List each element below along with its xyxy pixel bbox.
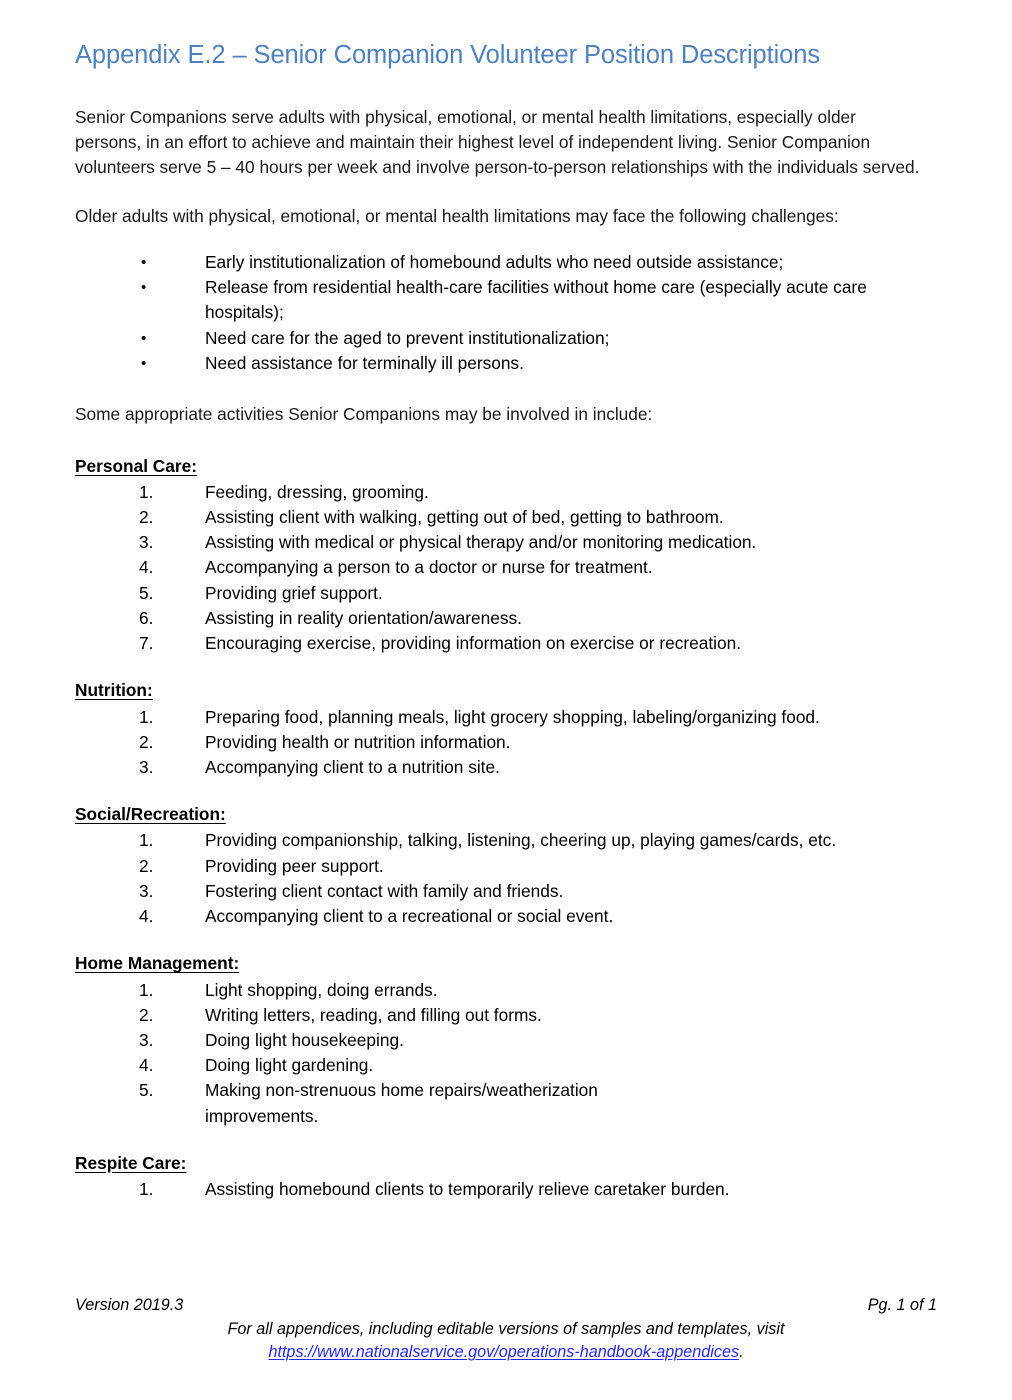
document-version: Version 2019.3 (75, 1296, 184, 1314)
list-item-text: Encouraging exercise, providing information on exercise or recreation. (205, 633, 741, 654)
list-number: 2. (139, 731, 154, 752)
list-item (75, 755, 937, 780)
challenges-lead-paragraph: Older adults with physical, emotional, or mental health limitations may face the following challenges: (75, 206, 839, 227)
list-item-text: Need assistance for terminally ill persons. (205, 352, 524, 373)
activities-lead-paragraph: Some appropriate activities Senior Companions may be involved in include: (75, 404, 653, 425)
list-item-text: Writing letters, reading, and filling out forms. (205, 1004, 542, 1025)
section-heading (75, 1151, 937, 1176)
page-title: Appendix E.2 – Senior Companion Volunteer Position Descriptions (75, 41, 820, 69)
list-number: 7. (139, 633, 154, 654)
list-item-text: Providing companionship, talking, listening, cheering up, playing games/cards, etc. (205, 830, 837, 851)
list-item (75, 275, 937, 326)
section-item-list (75, 705, 937, 781)
footer-note (75, 1318, 937, 1364)
list-item-text: Release from residential health-care facilities without home care (especially acute care hospitals); (205, 277, 867, 323)
list-item-text: Need care for the aged to prevent institutionalization; (205, 327, 610, 348)
list-item (75, 606, 937, 631)
list-item-text: Accompanying client to a recreational or social event. (205, 906, 614, 927)
list-item (75, 1053, 937, 1078)
challenges-bullet-list (75, 250, 937, 376)
bullet-icon: • (141, 253, 147, 271)
section-heading-text: Nutrition: (75, 680, 153, 701)
list-item-text: Providing grief support. (205, 582, 383, 603)
list-item (75, 904, 937, 929)
list-item (75, 854, 937, 879)
list-number: 3. (139, 532, 154, 553)
appendices-link[interactable]: https://www.nationalservice.gov/operations-handbook-appendices (268, 1343, 740, 1361)
bullet-icon: • (141, 354, 147, 372)
list-item-text: Light shopping, doing errands. (205, 979, 438, 1000)
list-number: 6. (139, 607, 154, 628)
section-item-list (75, 828, 937, 929)
section-personal-care (75, 454, 937, 657)
list-item (75, 1028, 937, 1053)
list-item (75, 480, 937, 505)
list-item-text: Preparing food, planning meals, light grocery shopping, labeling/organizing food. (205, 706, 820, 727)
list-number: 2. (139, 507, 154, 528)
list-number: 2. (139, 855, 154, 876)
section-heading-text: Home Management: (75, 953, 240, 974)
section-item-list (75, 480, 937, 656)
list-item-text: Accompanying client to a nutrition site. (205, 756, 500, 777)
list-number: 5. (139, 1080, 154, 1101)
list-item (75, 730, 937, 755)
list-number: 4. (139, 906, 154, 927)
list-item-text: Assisting with medical or physical therapy and/or monitoring medication. (205, 532, 757, 553)
list-item (75, 879, 937, 904)
list-item-text: Assisting in reality orientation/awareness. (205, 607, 522, 628)
list-item-text: Accompanying a person to a doctor or nurse for treatment. (205, 557, 653, 578)
list-item-text: Assisting homebound clients to temporarily relieve caretaker burden. (205, 1179, 730, 1200)
section-heading-text: Social/Recreation: (75, 804, 226, 825)
list-item (75, 1003, 937, 1028)
list-item (75, 1177, 937, 1202)
list-item-text: Providing peer support. (205, 855, 384, 876)
list-item-text: Assisting client with walking, getting out of bed, getting to bathroom. (205, 507, 724, 528)
list-item (75, 978, 937, 1003)
footer-top-row (75, 1294, 937, 1316)
list-item (75, 530, 937, 555)
section-heading-text: Personal Care: (75, 455, 197, 476)
section-item-list (75, 978, 937, 1129)
page-footer (75, 1294, 937, 1364)
list-item (75, 326, 937, 351)
list-number: 4. (139, 1055, 154, 1076)
list-item (75, 505, 937, 530)
list-number: 1. (139, 979, 154, 1000)
list-number: 1. (139, 830, 154, 851)
footer-period: . (739, 1343, 744, 1361)
section-social-recreation (75, 802, 937, 929)
list-number: 5. (139, 582, 154, 603)
list-item (75, 351, 937, 376)
document-content (75, 40, 937, 1202)
section-item-list (75, 1177, 937, 1202)
page-number: Pg. 1 of 1 (867, 1296, 937, 1314)
section-heading (75, 678, 937, 703)
list-number: 1. (139, 706, 154, 727)
list-item-text: Making non-strenuous home repairs/weatherization improvements. (205, 1080, 598, 1126)
list-item-text: Doing light housekeeping. (205, 1030, 404, 1050)
list-item (75, 1078, 695, 1128)
bullet-icon: • (141, 279, 147, 297)
list-number: 3. (139, 756, 154, 777)
section-heading (75, 802, 937, 827)
list-number: 1. (139, 481, 154, 502)
list-item (75, 581, 937, 606)
list-item (75, 631, 937, 656)
section-heading (75, 454, 937, 479)
list-item (75, 250, 937, 275)
list-number: 4. (139, 557, 154, 578)
list-item-text: Providing health or nutrition information. (205, 731, 511, 752)
list-number: 1. (139, 1179, 154, 1200)
section-heading (75, 951, 937, 976)
list-item (75, 828, 937, 853)
list-number: 2. (139, 1004, 154, 1025)
list-item-text: Fostering client contact with family and friends. (205, 880, 564, 901)
list-number: 3. (139, 1030, 154, 1050)
intro-paragraph: Senior Companions serve adults with physical, emotional, or mental health limitations, especially older persons, in an effort to achieve and maintain their highest level of independent living. Senior Companion volunteers serve 5 – 40 hours per week and involve person-to-person relationships with the individuals served. (75, 106, 920, 178)
list-item (75, 705, 937, 730)
section-nutrition (75, 678, 937, 780)
list-number: 3. (139, 880, 154, 901)
footer-note-text: For all appendices, including editable versions of samples and templates, visit (227, 1320, 785, 1338)
section-heading-text: Respite Care: (75, 1152, 187, 1173)
list-item-text: Early institutionalization of homebound adults who need outside assistance; (205, 251, 784, 272)
section-respite-care (75, 1151, 937, 1203)
list-item-text: Doing light gardening. (205, 1055, 374, 1076)
list-item-text: Feeding, dressing, grooming. (205, 481, 429, 502)
section-home-management (75, 951, 937, 1129)
bullet-icon: • (141, 329, 147, 347)
list-item (75, 555, 937, 580)
